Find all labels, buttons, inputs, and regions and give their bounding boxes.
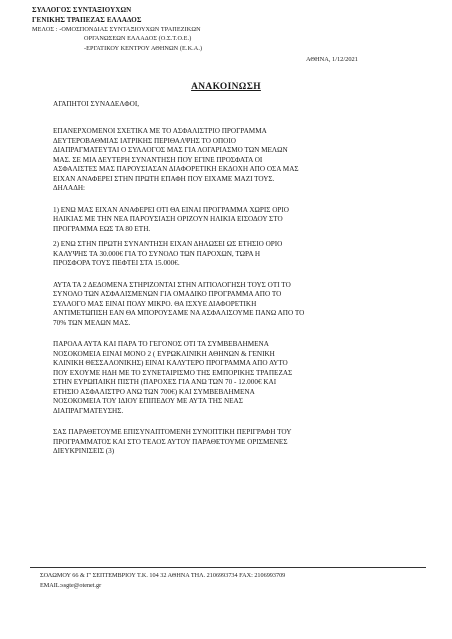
letterhead-line-3: ΜΕΛΟΣ : -ΟΜΟΣΠΟΝΔΙΑΣ ΣΥΝΤΑΞΙΟΥΧΩΝ ΤΡΑΠΕΖΙΚΩΝ (32, 26, 201, 34)
paragraph-intro: ΕΠΑΝΕΡΧΟΜΕΝΟΙ ΣΧΕΤΙΚΑ ΜΕ ΤΟ ΑΣΦΑΛΙΣΤΡΙΟ ΠΡΟΓΡΑΜΜΑ ΔΕΥΤΕΡΟΒΑΘΜΙΑΣ ΙΑΤΡΙΚΗΣ ΠΕΡΙΘΑΛΨΗΣ ΤΟ ΟΠΟΙΟ ΔΙΑΠΡΑΓΜΑΤΕΥΤΑΙ Ο ΣΥΛΛΟΓΟΣ ΜΑΣ ΓΙΑ ΛΟΓΑΡΙΑΣΜΟ ΤΩΝ ΜΕΛΩΝ ΜΑΣ. ΣΕ ΜΙΑ ΔΕΥΤΕΡΗ ΣΥΝΑΝΤΗΣΗ ΠΟΥ ΕΓΙΝΕ ΠΡΟΣΦΑΤΑ ΟΙ ΑΣΦΑΛΙΣΤΕΣ ΜΑΣ ΠΑΡΟΥΣΙΑΣΑΝ ΔΙΑΦΟΡΕΤΙΚΗ ΕΚΔΟΧΗ ΑΠΟ ΟΣΑ ΜΑΣ ΕΙΧΑΝ ΑΝΑΦΕΡΕΙ ΣΤΗΝ ΠΡΩΤΗ ΕΠΑΦΗ ΠΟΥ ΕΙΧΑΜΕ ΜΑΖΙ ΤΟΥΣ. ΔΗΛΑΔΗ: (53, 127, 299, 192)
paragraph-comparison: ΠΑΡΟΛΑ ΑΥΤΑ ΚΑΙ ΠΑΡΑ ΤΟ ΓΕΓΟΝΟΣ ΟΤΙ ΤΑ ΣΥΜΒΕΒΛΗΜΕΝΑ ΝΟΣΟΚΟΜΕΙΑ ΕΙΝΑΙ ΜΟΝΟ 2 ( ΕΥΡΩΚΛΙΝΙΚΗ ΑΘΗΝΩΝ & ΓΕΝΙΚΗ ΚΛΙΝΙΚΗ ΘΕΣΣΑΛΟΝΙΚΗΣ) ΕΙΝΑΙ ΚΑΛΥΤΕΡΟ ΠΡΟΓΡΑΜΜΑ ΑΠΟ ΑΥΤΟ ΠΟΥ ΕΧΟΥΜΕ ΗΔΗ ΜΕ ΤΟ ΣΥΝΕΤΑΙΡΙΣΜΟ ΤΗΣ ΕΜΠΟΡΙΚΗΣ ΤΡΑΠΕΖΑΣ ΣΤΗΝ ΕΥΡΩΠΑΙΚΗ ΠΙΣΤΗ (ΠΑΡΟΧΕΣ ΓΙΑ ΑΝΩ ΤΩΝ 70 - 12.000€ ΚΑΙ ΕΤΗΣΙΟ ΑΣΦΑΛΙΣΤΡΟ ΑΝΩ ΤΩΝ 700€) ΚΑΙ ΣΥΜΒΕΒΛΗΜΕΝΑ ΝΟΣΟΚΟΜΕΙΑ ΤΟΥ ΙΔΙΟΥ ΕΠΙΠΕΔΟΥ ΜΕ ΑΥΤΑ ΤΗΣ ΝΕΑΣ ΔΙΑΠΡΑΓΜΑΤΕΥΣΗΣ. (53, 340, 293, 415)
letterhead-line-1: ΣΥΛΛΟΓΟΣ ΣΥΝΤΑΞΙΟΥΧΩΝ (32, 6, 132, 14)
paragraph-attachment: ΣΑΣ ΠΑΡΑΘΕΤΟΥΜΕ ΕΠΙΣΥΝΑΠΤΟΜΕΝΗ ΣΥΝΟΠΤΙΚΗ ΠΕΡΙΓΡΑΦΗ ΤΟΥ ΠΡΟΓΡΑΜΜΑΤΟΣ ΚΑΙ ΣΤΟ ΤΕΛΟΣ ΑΥΤΟΥ ΠΑΡΑΘΕΤΟΥΜΕ ΟΡΙΣΜΕΝΕΣ ΔΙΕΥΚΡΙΝΙΣΕΙΣ (3) (53, 428, 292, 455)
greeting: ΑΓΑΠΗΤΟΙ ΣΥΝΑΔΕΛΦΟΙ, (53, 100, 140, 108)
footer-email: EMAIL:ssgte@otenet.gr (40, 582, 102, 589)
footer (40, 571, 285, 591)
letterhead (32, 6, 202, 53)
list-item-2: 2) ΕΝΩ ΣΤΗΝ ΠΡΩΤΗ ΣΥΝΑΝΤΗΣΗ ΕΙΧΑΝ ΔΗΛΩΣΕΙ ΩΣ ΕΤΗΣΙΟ ΟΡΙΟ ΚΑΛΥΨΗΣ ΤΑ 30.000€ ΓΙΑ ΤΟ ΣΥΝΟΛΟ ΤΩΝ ΠΑΡΟΧΩΝ, ΤΩΡΑ Η ΠΡΟΣΦΟΡΑ ΤΟΥΣ ΠΕΦΤΕΙ ΣΤΑ 15.000€. (53, 240, 283, 267)
document-title: ΑΝΑΚΟΙΝΩΣΗ (191, 82, 261, 92)
letterhead-line-2: ΓΕΝΙΚΗΣ ΤΡΑΠΕΖΑΣ ΕΛΛΑΔΟΣ (32, 15, 142, 24)
footer-divider (30, 567, 426, 568)
letterhead-line-5: -ΕΡΓΑΤΙΚΟΥ ΚΕΝΤΡΟΥ ΑΘΗΝΩΝ (Ε.Κ.Α.) (84, 44, 203, 52)
document-body (53, 127, 393, 463)
document-date: ΑΘΗΝΑ, 1/12/2021 (306, 56, 358, 63)
list-item-1: 1) ΕΝΩ ΜΑΣ ΕΙΧΑΝ ΑΝΑΦΕΡΕΙ ΟΤΙ ΘΑ ΕΙΝΑΙ ΠΡΟΓΡΑΜΜΑ ΧΩΡΙΣ ΟΡΙΟ ΗΛΙΚΙΑΣ ΜΕ ΤΗΝ ΝΕΑ ΠΑΡΟΥΣΙΑΣΗ ΟΡΙΖΟΥΝ ΗΛΙΚΙΑ ΕΙΣΟΔΟΥ ΣΤΟ ΠΡΟΓΡΑΜΜΑ ΕΩΣ ΤΑ 80 ΕΤΗ. (53, 205, 289, 233)
footer-address: ΣΟΛΩΜΟΥ 66 & Γ' ΣΕΠΤΕΜΒΡΙΟΥ Τ.Κ. 104 32 ΑΘΗΝΑ ΤΗΛ. 2106993734 FAX: 2106993709 (40, 572, 286, 579)
letterhead-line-4: ΟΡΓΑΝΩΣΕΩΝ ΕΛΛΑΔΟΣ (Ο.Σ.Τ.Ο.Ε.) (84, 35, 192, 43)
paragraph-reasoning: ΑΥΤΑ ΤΑ 2 ΔΕΔΟΜΕΝΑ ΣΤΗΡΙΖΟΝΤΑΙ ΣΤΗΝ ΑΙΤΙΟΛΟΓΗΣΗ ΤΟΥΣ ΟΤΙ ΤΟ ΣΥΝΟΛΟ ΤΩΝ ΑΣΦΑΛΙΣΜΕΝΩΝ ΓΙΑ ΟΜΑΔΙΚΟ ΠΡΟΓΡΑΜΜΑ ΑΠΟ ΤΟ ΣΥΛΛΟΓΟ ΜΑΣ ΕΙΝΑΙ ΠΟΛΥ ΜΙΚΡΟ. ΘΑ ΙΣΧΥΕ ΔΙΑΦΟΡΕΤΙΚΗ ΑΝΤΙΜΕΤΩΠΙΣΗ ΕΑΝ ΘΑ ΜΠΟΡΟΥΣΑΜΕ ΝΑ ΑΣΦΑΛΙΣΟΥΜΕ ΠΑΝΩ ΑΠΟ ΤΟ 70% ΤΩΝ ΜΕΛΩΝ ΜΑΣ. (53, 280, 305, 327)
